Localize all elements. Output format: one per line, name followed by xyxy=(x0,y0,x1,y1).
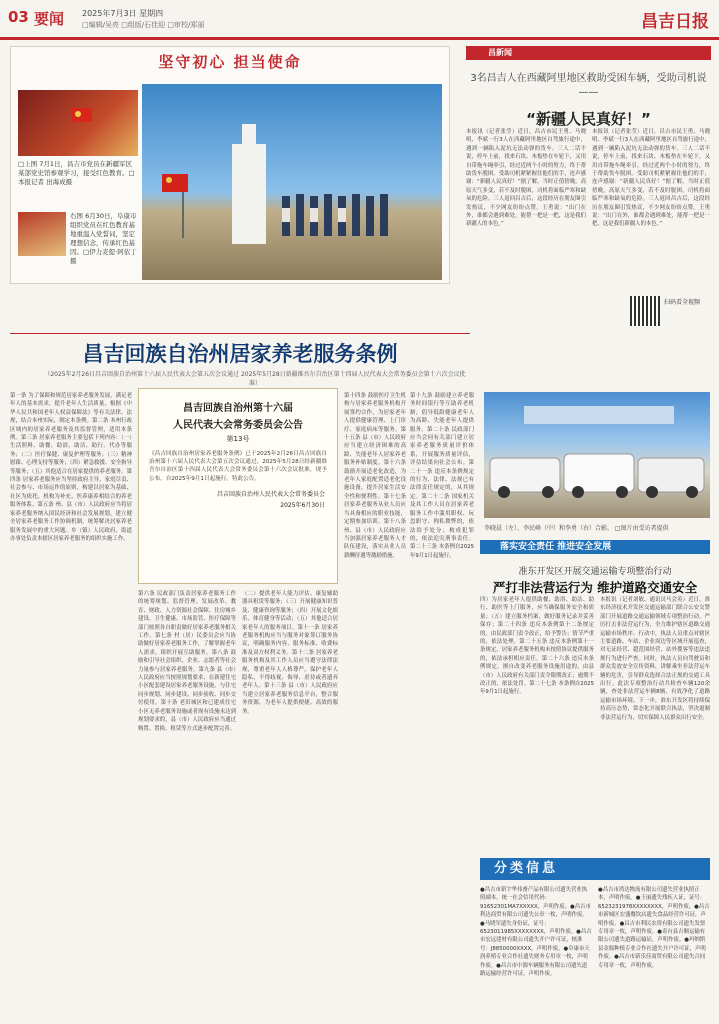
newspaper-logo: 昌吉日报 xyxy=(641,12,709,32)
notice-org: 昌吉回族自治州第十六届 xyxy=(183,403,293,414)
main-title: 昌吉回族自治州居家养老服务条例 xyxy=(82,341,398,366)
article-col2: 第六条 民政部门负责居家养老服务工作的统筹规划、监督管理。发展改革、教育、财政、人力资源社会保障、住房城乡建设、卫生健康、市场监管、医疗保障等部门按照各自职责做好居家养老服务相关工作。第七条 村（居）民委员会应当协助做好居家养老服务工作，了解掌握老年人需求，组织开展互助服务。第八条 鼓励和引导社会组织、企业、志愿者等社会力量参与居家养老服务。第九条 县（市）人民政府应当按照规划要求，在新建住宅小区配套建设居家养老服务设施，与住宅同步规划、同步建设、同步验收、同步交付使用。第十条 老旧城区和已建成住宅小区无养老服务设施或者现有设施未达到规划要求的，县（市）人民政府应当通过购置、置换、租赁等方式逐步配置完善。 xyxy=(138,591,236,732)
classified-right: ●昌吉市鸿达物流有限公司遗失营业执照正本，声明作废。●王丽遗失残疾人证，证号：6523231978XXXXXXXX，声明作废。●昌吉市新城区宏盛餐饮店遗失食品经营许可证，声明作废。●昌吉市利民农资有限公司遗失发票专用章一枚，声明作废。●奇台县吉顺运输有限公司遗失道路运输证，声明作废。●玛纳斯县金源种植专业合作社遗失开户许可证，声明作废。●昌吉市新乐佳商贸有限公司遗失合同专用章一枚，声明作废。 xyxy=(598,887,710,969)
safety-body: 本报讯（记者刘敏、通讯员马会英）近日，准东经济技术开发区交通运输部门联合公安交警部门开展道路交通运输领域专项整治行动，严厉打击非法营运行为，全力维护辖区道路交通运输市场秩序。行动中，执法人员重点对辖区主要道路、车站、企业周边等区域开展巡查，对无证经营、超范围经营、站外揽客等违法违规行为进行严查。同时，执法人员向驾驶员和群众发放安全宣传资料，讲解乘坐非法营运车辆的危害，引导群众选择合法正规的交通工具出行。此次专项整治行动共检查车辆120余辆，查处非法营运车辆8辆，有效净化了道路运输市场环境。下一步，准东开发区将持续保持高压态势，常态化开展联合执法，坚决遏制非法营运行为，切实保障人民群众出行安全。 xyxy=(600,597,710,721)
article-col6: 四）为居家老年人提供助餐、助浴、助洁、助行、助医等上门服务，应当确保服务安全和质量；（五）建立服务档案，做好服务记录并妥善保存；第二十四条 违反本条例第十二条规定的，由民政部门责令改正，给予警告；情节严重的，依法处理。第二十五条 违反本条例第十一条规定，居家养老服务机构未按照协议提供服务的，依法承担相应责任。第二十六条 违反本条例规定，擅自改变养老服务设施用途的，由县（市）人民政府有关部门责令限期改正；逾期不改正的，依法处罚。第二十七条 本条例自2025年9月1日起施行。 xyxy=(480,597,594,696)
top-banner: 坚守初心 担当使命 xyxy=(158,53,302,71)
notice-date: 2025年6月30日 xyxy=(280,501,325,509)
story-subtitle: 3名昌吉人在西藏阿里地区救助受困车辆，受助司机说—— xyxy=(470,73,707,98)
safety-subtitle: 准东开发区开展交通运输专项整治行动 xyxy=(518,567,672,577)
story-body-col2: 本报讯（记者张莹）近日，昌吉市民王勇、马晓明、李斌一行3人在西藏阿里地区自驾旅行途中，遇到一辆陷入泥坑无法动弹的货车。三人二话不说，停车上前，找来石块、木板垫在车轮下，又用自带拖车绳牵引，经过近两个小时的努力，终于帮助货车脱困。受助司机紧紧握住他们的手，连声感谢：“新疆人民真好！”据了解，当时正值傍晚，高原天气多变，若不及时脱困，司机将面临严寒和缺氧的危险。三人返回昌吉后，这段经历在朋友圈引发热议，不少网友纷纷点赞。王勇说：“出门在外，谁都会遇到难处，能帮一把是一把，这是我们新疆人的本色。” xyxy=(592,129,710,228)
qr-label: 扫码看全视频 xyxy=(664,299,701,306)
classified-header: 分类信息 xyxy=(480,858,710,880)
notice-signature: 昌吉回族自治州人民代表大会常务委员会 xyxy=(216,490,325,498)
photo-rescue-cars xyxy=(484,392,710,518)
issue-date: 2025年7月3日 星期四 xyxy=(82,9,164,18)
section-name: 要闻 xyxy=(34,10,65,28)
divider xyxy=(10,333,470,334)
qr-code-icon[interactable] xyxy=(630,296,660,326)
page-number: 03 xyxy=(8,8,29,26)
notice-org2: 人民代表大会常务委员会公告 xyxy=(173,420,303,431)
cars-illustration xyxy=(484,392,710,518)
photo-small xyxy=(18,212,66,256)
main-subtitle: （2025年2月26日昌吉回族自治州第十六届人民代表大会第五次会议通过 2025年5月28日新疆维吾尔自治区第十四届人民代表大会常务委员会第十六次会议批准） xyxy=(44,371,466,387)
caption-right-photo: 右图 6月30日，阜康市组织党员在红色教育基地重温入党誓词，坚定理想信念，传承红色基因。□伊力麦提·阿依丁摄 xyxy=(70,212,137,265)
right-top-story xyxy=(466,46,711,129)
official-notice-box xyxy=(138,388,338,584)
story-body-col1: 本报讯（记者张莹）近日，昌吉市民王勇、马晓明、李斌一行3人在西藏阿里地区自驾旅行途中，遇到一辆陷入泥坑无法动弹的货车。三人二话不说，停车上前，找来石块、木板垫在车轮下，又用自带拖车绳牵引，经过近两个小时的努力，终于帮助货车脱困。受助司机紧紧握住他们的手，连声感谢：“新疆人民真好！”据了解，当时正值傍晚，高原天气多变，若不及时脱困，司机将面临严寒和缺氧的危险。三人返回昌吉后，这段经历在朋友圈引发热议，不少网友纷纷点赞。王勇说：“出门在外，谁都会遇到难处，能帮一把是一把，这是我们新疆人的本色。” xyxy=(466,129,586,228)
article-col4: 第十四条 鼓励医疗卫生机构与居家养老服务机构开展签约合作，为居家老年人提供健康管理、上门诊疗、家庭病床等服务。第十五条 县（市）人民政府应当建立经济困难的高龄、失能老年人居家养老服务补贴制度。第十六条 鼓励开展适老化改造，为老年人家庭配置适老化设施设备，提升居家生活安全性和便利性。第十七条 居家养老服务从业人员应当具备相应的职业技能，定期参加培训。第十八条 州、县（市）人民政府应当加强居家养老服务人才队伍建设，落实从业人员薪酬待遇等激励措施。 xyxy=(344,393,406,559)
photo-party-members xyxy=(18,90,138,156)
photo-flag-ceremony xyxy=(142,84,442,280)
article-col3: （二）提供老年人能力评估、康复辅助器具租赁等服务；（三）开展健康知识普及、健康咨询等服务；（四）开展文化娱乐、体育健身等活动；（五）其他适合居家老年人的服务项目。第十一条 居家养老服务机构应当与服务对象签订服务协议，明确服务内容、服务标准、收费标准及双方权利义务。第十二条 居家养老服务机构及其工作人员应当遵守法律法规，尊重老年人人格尊严，保护老年人隐私，不得歧视、侮辱、虐待或者遗弃老年人。第十三条 县（市）人民政府应当建立居家养老服务信息平台，整合服务资源，为老年人提供便捷、高效的服务。 xyxy=(242,591,338,715)
article-col1: 第一条 为了保障和规范居家养老服务发展，满足老年人的基本需求，提升老年人生活质量，根据《中华人民共和国老年人权益保障法》等有关法律、法规，结合本州实际，制定本条例。第二条 本州行政区域内的居家养老服务及其监督管理，适用本条例。第三条 居家养老服务主要包括下列内容：（一）生活照料、助餐、助浴、助洁、助行、代办等服务；（二）医疗保健、康复护理等服务；（三）精神慰藉、心理支持等服务；（四）紧急救援、安全指导等服务；（五）其他适合在居家提供的养老服务。第四条 居家养老服务应当坚持政府主导、家庭尽责、社会参与、市场运作的原则，构建以居家为基础、社区为依托、机构为补充、医养康养相结合的养老服务体系。第五条 州、县（市）人民政府应当将居家养老服务纳入国民经济和社会发展规划，建立健全居家养老服务工作协调机制，统筹解决居家养老服务发展中的重大问题。乡（镇）人民政府、街道办事处负责本辖区居家养老服务的组织实施工作。 xyxy=(10,393,132,542)
notice-body: 《昌吉回族自治州居家养老服务条例》已于2025年2月26日昌吉回族自治州第十六届人民代表大会第五次会议通过，2025年5月28日经新疆维吾尔自治区第十四届人民代表大会常务委员会第十六次会议批准，现予公布，自2025年9月1日起施行。特此公告。 xyxy=(149,451,327,482)
story-title: “新疆人民真好！” xyxy=(526,110,651,128)
safety-tag: 落实安全责任 推进安全发展 xyxy=(480,540,710,554)
article-col5: 第十九条 鼓励建立养老服务时间银行等互助养老机制，倡导低龄健康老年人为高龄、失能老年人提供服务。第二十条 民政部门应当会同有关部门建立居家养老服务质量评价体系，开展服务质量评估，评估结果向社会公布。第二十一条 违反本条例规定的行为，法律、法规已有法律责任规定的，从其规定。第二十二条 国家机关及其工作人员在居家养老服务工作中滥用职权、玩忽职守、徇私舞弊的，依法给予处分；构成犯罪的，依法追究刑事责任。第二十三条 本条例自2025年9月1日起施行。 xyxy=(410,393,474,559)
safety-title: 严打非法营运行为 维护道路交通安全 xyxy=(492,580,698,595)
caption-top-left: □上图 7月1日，昌吉市党员在新疆军区某部党史馆参观学习，接受红色教育。□本报记者 田海成摄 xyxy=(18,160,135,186)
flag-icon xyxy=(18,90,138,156)
editor-credits: □编辑/吴亮 □组版/石佳迎 □审校/郑丽 xyxy=(82,21,205,29)
story-tag: 昌新闻 xyxy=(466,46,711,60)
notice-number: 第13号 xyxy=(226,435,250,443)
ceremony-illustration xyxy=(142,84,442,280)
photo-caption-cars: 李晓晨（左）、李民峰（中）和李勇（右）合影。 □图片由受访者提供 xyxy=(484,525,669,532)
classified-left: ●昌吉市新宇华伟畜产品有限公司遗失营业执照副本，统一社会信用代码：91652301MA7XXXXX，声明作废。●昌吉市利达商贸有限公司遗失公章一枚，声明作废。●马晓军遗失身份证，证号：6523011985XXXXXXXX，声明作废。●昌吉市宏远建材有限公司遗失开户许可证，核准号：J8850000XXXX，声明作废。●阜康市天润养殖专业合作社遗失财务专用章一枚，声明作废。●昌吉市中源车辆服务有限公司遗失道路运输经营许可证，声明作废。 xyxy=(480,887,592,978)
